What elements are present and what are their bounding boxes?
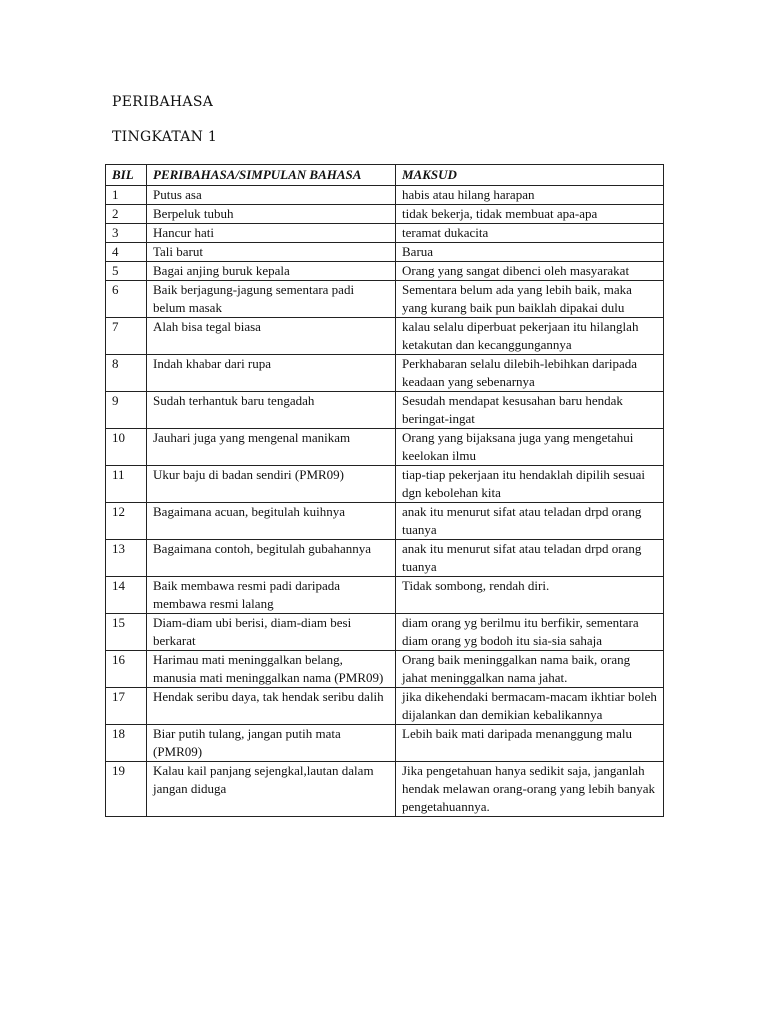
cell-maksud: anak itu menurut sifat atau teladan drpd orang tuanya: [396, 503, 664, 540]
cell-maksud: Barua: [396, 243, 664, 262]
cell-peribahasa: Biar putih tulang, jangan putih mata (PMR09): [147, 725, 396, 762]
cell-bil: 14: [106, 577, 147, 614]
cell-bil: 16: [106, 651, 147, 688]
table-row: [106, 355, 664, 392]
table-row: [106, 186, 664, 205]
table-row: [106, 392, 664, 429]
cell-maksud: anak itu menurut sifat atau teladan drpd orang tuanya: [396, 540, 664, 577]
cell-peribahasa: Bagaimana contoh, begitulah gubahannya: [147, 540, 396, 577]
cell-maksud: tiap-tiap pekerjaan itu hendaklah dipilih sesuai dgn kebolehan kita: [396, 466, 664, 503]
table-body: [106, 186, 664, 817]
cell-bil: 18: [106, 725, 147, 762]
table-row: [106, 318, 664, 355]
cell-bil: 12: [106, 503, 147, 540]
table-row: [106, 224, 664, 243]
cell-bil: 11: [106, 466, 147, 503]
cell-peribahasa: Baik berjagung-jagung sementara padi belum masak: [147, 281, 396, 318]
cell-maksud: diam orang yg berilmu itu berfikir, sementara diam orang yg bodoh itu sia-sia sahaja: [396, 614, 664, 651]
cell-bil: 8: [106, 355, 147, 392]
cell-maksud: Lebih baik mati daripada menanggung malu: [396, 725, 664, 762]
table-row: [106, 614, 664, 651]
cell-peribahasa: Hancur hati: [147, 224, 396, 243]
table-row: [106, 243, 664, 262]
cell-peribahasa: Bagai anjing buruk kepala: [147, 262, 396, 281]
cell-maksud: tidak bekerja, tidak membuat apa-apa: [396, 205, 664, 224]
cell-peribahasa: Kalau kail panjang sejengkal,lautan dalam jangan diduga: [147, 762, 396, 817]
cell-maksud: habis atau hilang harapan: [396, 186, 664, 205]
cell-bil: 15: [106, 614, 147, 651]
table-row: [106, 466, 664, 503]
cell-maksud: Orang yang sangat dibenci oleh masyarakat: [396, 262, 664, 281]
table-row: [106, 503, 664, 540]
cell-bil: 17: [106, 688, 147, 725]
peribahasa-table: [105, 164, 664, 817]
cell-bil: 9: [106, 392, 147, 429]
cell-peribahasa: Berpeluk tubuh: [147, 205, 396, 224]
table-row: [106, 725, 664, 762]
header-maksud: MAKSUD: [396, 165, 664, 186]
cell-peribahasa: Hendak seribu daya, tak hendak seribu dalih: [147, 688, 396, 725]
table-row: [106, 281, 664, 318]
table-header-row: [106, 165, 664, 186]
cell-bil: 19: [106, 762, 147, 817]
cell-bil: 2: [106, 205, 147, 224]
cell-maksud: kalau selalu diperbuat pekerjaan itu hilanglah ketakutan dan kecanggungannya: [396, 318, 664, 355]
cell-peribahasa: Ukur baju di badan sendiri (PMR09): [147, 466, 396, 503]
cell-peribahasa: Sudah terhantuk baru tengadah: [147, 392, 396, 429]
cell-maksud: jika dikehendaki bermacam-macam ikhtiar boleh dijalankan dan demikian kebalikannya: [396, 688, 664, 725]
cell-peribahasa: Harimau mati meninggalkan belang, manusia mati meninggalkan nama (PMR09): [147, 651, 396, 688]
cell-bil: 1: [106, 186, 147, 205]
cell-bil: 4: [106, 243, 147, 262]
cell-maksud: Sementara belum ada yang lebih baik, maka yang kurang baik pun baiklah dipakai dulu: [396, 281, 664, 318]
cell-maksud: Jika pengetahuan hanya sedikit saja, janganlah hendak melawan orang-orang yang lebih banyak pengetahuannya.: [396, 762, 664, 817]
cell-maksud: teramat dukacita: [396, 224, 664, 243]
cell-peribahasa: Indah khabar dari rupa: [147, 355, 396, 392]
cell-peribahasa: Baik membawa resmi padi daripada membawa resmi lalang: [147, 577, 396, 614]
table-row: [106, 577, 664, 614]
cell-peribahasa: Bagaimana acuan, begitulah kuihnya: [147, 503, 396, 540]
cell-bil: 5: [106, 262, 147, 281]
table-row: [106, 762, 664, 817]
cell-maksud: Orang yang bijaksana juga yang mengetahui keelokan ilmu: [396, 429, 664, 466]
cell-peribahasa: Alah bisa tegal biasa: [147, 318, 396, 355]
table-row: [106, 429, 664, 466]
page-title: PERIBAHASA: [112, 94, 214, 110]
table-row: [106, 205, 664, 224]
cell-peribahasa: Tali barut: [147, 243, 396, 262]
cell-peribahasa: Diam-diam ubi berisi, diam-diam besi berkarat: [147, 614, 396, 651]
cell-bil: 10: [106, 429, 147, 466]
table-row: [106, 688, 664, 725]
table-row: [106, 262, 664, 281]
table-row: [106, 540, 664, 577]
cell-bil: 6: [106, 281, 147, 318]
cell-peribahasa: Putus asa: [147, 186, 396, 205]
header-bil: BIL: [106, 165, 147, 186]
cell-peribahasa: Jauhari juga yang mengenal manikam: [147, 429, 396, 466]
header-peribahasa: PERIBAHASA/SIMPULAN BAHASA: [147, 165, 396, 186]
cell-maksud: Tidak sombong, rendah diri.: [396, 577, 664, 614]
cell-maksud: Sesudah mendapat kesusahan baru hendak beringat-ingat: [396, 392, 664, 429]
table-row: [106, 651, 664, 688]
cell-maksud: Perkhabaran selalu dilebih-lebihkan daripada keadaan yang sebenarnya: [396, 355, 664, 392]
page-subtitle: TINGKATAN 1: [112, 129, 218, 145]
cell-maksud: Orang baik meninggalkan nama baik, orang jahat meninggalkan nama jahat.: [396, 651, 664, 688]
cell-bil: 3: [106, 224, 147, 243]
cell-bil: 13: [106, 540, 147, 577]
cell-bil: 7: [106, 318, 147, 355]
